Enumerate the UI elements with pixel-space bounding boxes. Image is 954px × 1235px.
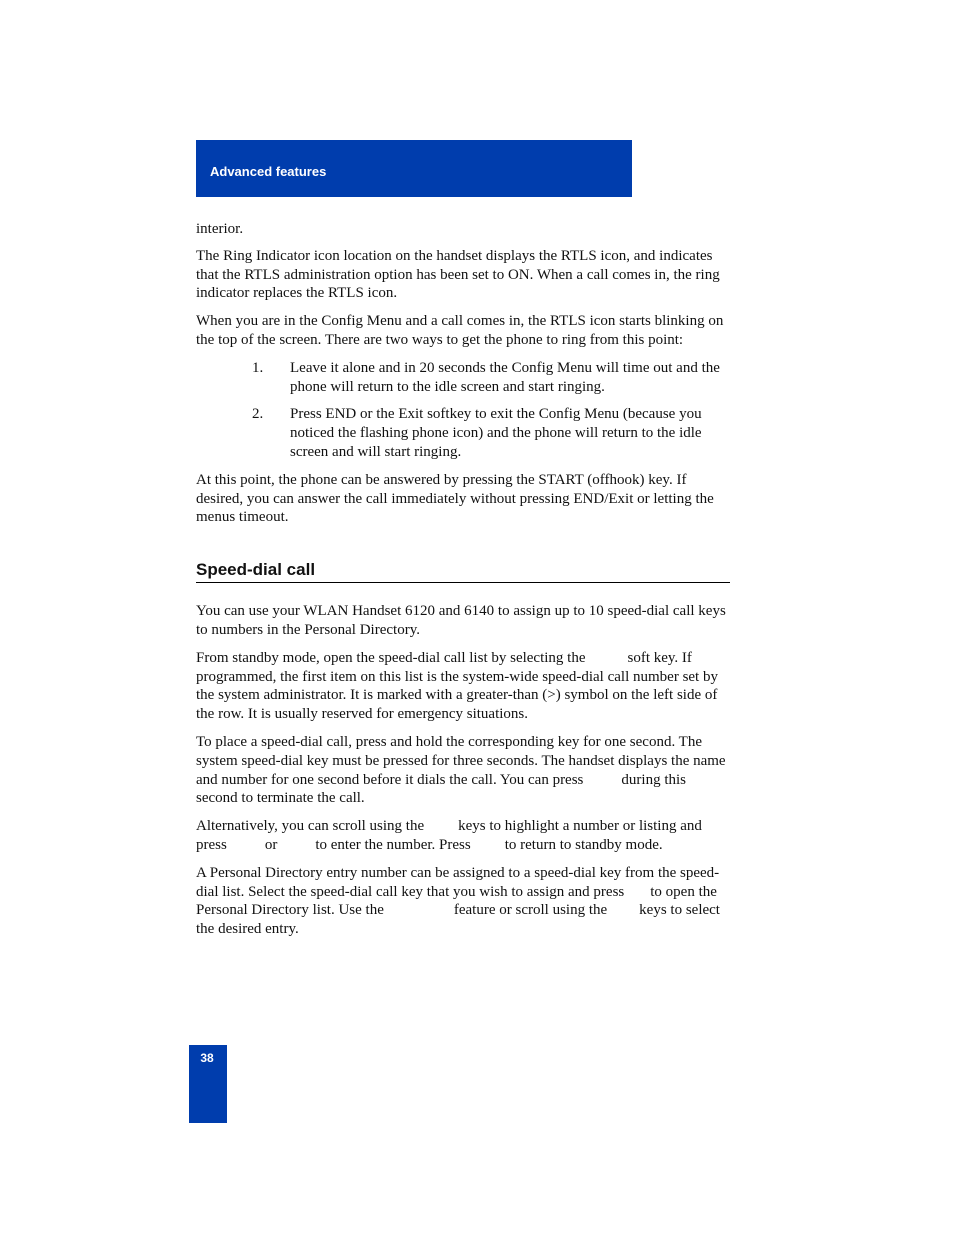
- text-segment: keys to select the desired entry.: [196, 902, 720, 938]
- page-number-tab: [189, 1045, 227, 1123]
- text-segment: to return to standby mode.: [504, 836, 663, 853]
- paragraph-assign: [196, 864, 730, 939]
- text-segment: soft key. If programmed, the first item on this list is the system-wide speed-dial call number set by the system administrator. It is marked with a greater-than (>) symbol on the left side of the row. It is usually reserved for emergency situations.: [196, 649, 718, 723]
- page-number: 38: [200, 1051, 214, 1065]
- section-heading-speed-dial: Speed-dial call: [196, 560, 730, 583]
- ring-steps-list: [196, 359, 730, 462]
- paragraph-place-call: [196, 733, 730, 808]
- text-segment: to open the Personal Directory list. Use the: [196, 883, 717, 919]
- paragraph-speed-dial-intro: You can use your WLAN Handset 6120 and 6140 to assign up to 10 speed-dial call keys to numbers in the Personal Directory.: [196, 603, 726, 638]
- page-body: [196, 220, 730, 948]
- text-segment: To place a speed-dial call, press and hold the corresponding key for one second. The system speed-dial key must be pressed for three seconds. The handset displays the name and number for one second before it dials the call. You can press: [196, 733, 726, 788]
- paragraph-scroll: [196, 817, 730, 855]
- text-segment: to enter the number. Press: [315, 836, 471, 853]
- list-item-number: 1.: [252, 359, 264, 376]
- list-item: [196, 359, 730, 397]
- paragraph-interior: interior.: [196, 221, 244, 237]
- chapter-header-bar: [196, 140, 632, 197]
- text-segment: From standby mode, open the speed-dial call list by selecting the: [196, 649, 586, 666]
- paragraph-standby: [196, 649, 730, 724]
- text-segment: A Personal Directory entry number can be assigned to a speed-dial key from the speed-dial list. Select the speed-dial call key that you wish to assign and press: [196, 864, 720, 900]
- list-item-text: Press END or the Exit softkey to exit the Config Menu (because you noticed the flashing phone icon) and the phone will return to the idle screen and will start ringing.: [290, 406, 702, 460]
- list-item-number: 2.: [252, 406, 264, 423]
- paragraph-answer: At this point, the phone can be answered by pressing the START (offhook) key. If desired, you can answer the call immediately without pressing END/Exit or letting the menus timeout.: [196, 471, 714, 526]
- list-item-text: Leave it alone and in 20 seconds the Config Menu will time out and the phone will return to the idle screen and start ringing.: [290, 359, 720, 395]
- text-segment: Alternatively, you can scroll using the: [196, 818, 425, 835]
- text-segment: or: [264, 836, 278, 853]
- paragraph-config-menu: When you are in the Config Menu and a call comes in, the RTLS icon starts blinking on the top of the screen. There are two ways to get the phone to ring from this point:: [196, 313, 724, 348]
- chapter-title: Advanced features: [210, 164, 327, 179]
- list-item: [196, 405, 730, 461]
- text-segment: keys to highlight a number or listing and press: [196, 818, 702, 853]
- paragraph-ring-indicator: The Ring Indicator icon location on the handset displays the RTLS icon, and indicates that the RTLS administration option has been set to ON. When a call comes in, the ring indicator replaces the RTLS icon.: [196, 247, 720, 302]
- text-segment: during this second to terminate the call.: [196, 771, 686, 807]
- text-segment: feature or scroll using the: [453, 902, 608, 919]
